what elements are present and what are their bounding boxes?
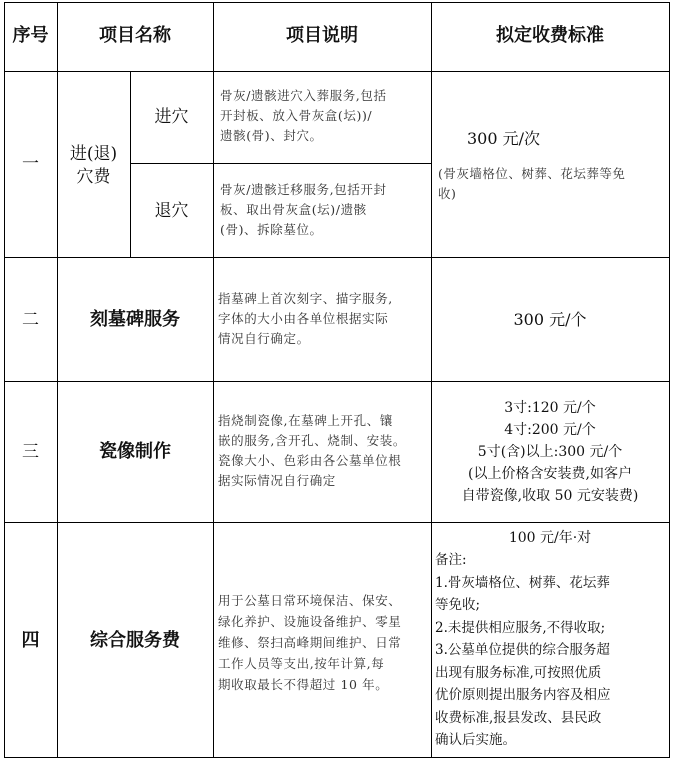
table-border-bottom: [4, 757, 670, 758]
row3-bottom-line: [4, 522, 670, 523]
row4-desc: 用于公墓日常环境保洁、保安、 绿化养护、设施设备维护、零星 维修、祭扫高峰期间维护、日常 工作人员等支出,按年计算,每 期收取最长不得超过 10 年。: [218, 593, 402, 692]
row1-sub-divider: [130, 163, 431, 164]
row3-serial: 三: [22, 442, 39, 462]
row1-name-split-line: [130, 71, 131, 258]
row3-fee: 3寸:120 元/个 4寸:200 元/个 5寸(含)以上:300 元/个 (以上价格含安装费,如客户 自带瓷像,收取 50 元安装费): [461, 400, 639, 504]
row1-serial: 一: [22, 154, 39, 174]
table-border-right: [669, 2, 670, 758]
row4-name: 综合服务费: [90, 630, 180, 651]
row2-fee: 300 元/个: [513, 310, 587, 329]
row1-fee-note: (骨灰墙格位、树葬、花坛葬等免 收): [438, 166, 626, 201]
table-border-top: [4, 2, 670, 3]
row2-desc: 指墓碑上首次刻字、描字服务, 字体的大小由各单位根据实际 情况自行确定。: [218, 291, 393, 346]
row1-sub1-name: 进穴: [154, 107, 189, 127]
header-item-name: 项目名称: [99, 25, 171, 46]
row1-bottom-line: [4, 257, 670, 258]
row3-name: 瓷像制作: [99, 441, 171, 462]
header-serial: 序号: [12, 25, 49, 46]
col2-right-line: [213, 2, 214, 758]
row1-fee: 300 元/次: [467, 129, 541, 148]
row1-name-line1: 进(退): [69, 144, 118, 164]
row2-name: 刻墓碑服务: [90, 309, 180, 330]
col3-right-line: [431, 2, 432, 758]
row4-fee-head: 100 元/年·对: [508, 530, 592, 546]
row1-sub2-name: 退穴: [154, 201, 189, 221]
row3-desc: 指烧制瓷像,在墓碑上开孔、镶 嵌的服务,含开孔、烧制、安装。 瓷像大小、色彩由各公墓单位根 据实际情况自行确定: [218, 413, 406, 488]
row1-sub2-desc: 骨灰/遗骸迁移服务,包括开封 板、取出骨灰盒(坛)/遗骸 (骨)、拆除墓位。: [220, 182, 387, 237]
row4-serial: 四: [21, 630, 40, 651]
header-fee-standard: 拟定收费标准: [496, 25, 604, 46]
header-bottom-line: [4, 71, 670, 72]
row2-serial: 二: [22, 310, 39, 330]
row1-name-line2: 穴费: [76, 167, 111, 187]
row4-fee-notes: 备注: 1.骨灰墙格位、树葬、花坛葬 等免收; 2.未提供相应服务,不得收取; 3.公墓单位提供的综合服务超 出现有服务标准,可按照优质 优价原则提出服务内容及相应 收费标准,报县发改、县民政 确认后实施。: [435, 552, 611, 748]
row2-bottom-line: [4, 381, 670, 382]
header-item-desc: 项目说明: [286, 25, 358, 46]
row1-sub1-desc: 骨灰/遗骸进穴入葬服务,包括 开封板、放入骨灰盒(坛))/ 遗骸(骨)、封穴。: [220, 88, 387, 143]
